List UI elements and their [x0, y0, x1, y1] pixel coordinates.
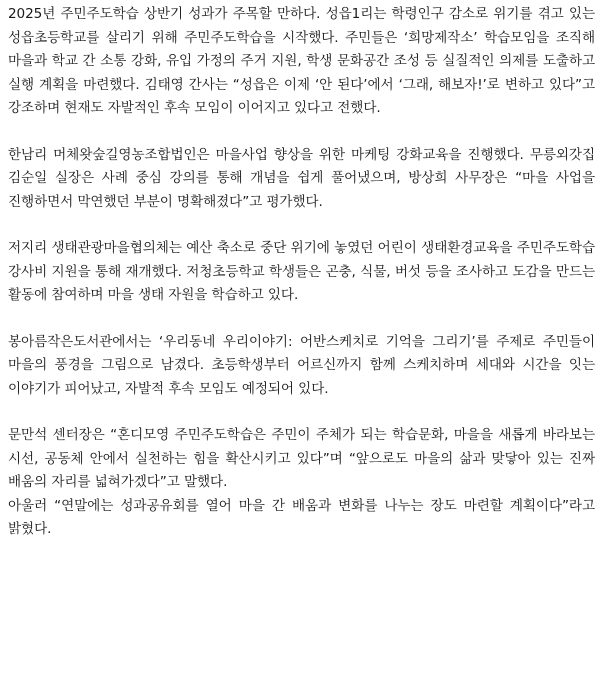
paragraph-library: 봉아름작은도서관에서는 ‘우리동네 우리이야기: 어반스케치로 기억을 그리기’를 주제로 주민들이 마을의 풍경을 그림으로 남겼다. 초등학생부터 어르신까지 함께 스케치하며 세대와 시간을 잇는 이야기가 피어났고, 자발적 후속 모임도 예정되어 있다. [8, 333, 595, 397]
paragraph-director-quote: 문만석 센터장은 “혼디모영 주민주도학습은 주민이 주체가 되는 학습문화, 마을을 새롭게 바라보는 시선, 공동체 안에서 실천하는 힘을 확산시키고 있다”며 “앞으로도 마을의 삶과 맞닿아 있는 진짜 배움의 자리를 넓혀가겠다”고 말했다. [8, 427, 595, 490]
paragraph-jeoji: 저지리 생태관광마을협의체는 예산 축소로 중단 위기에 놓였던 어린이 생태환경교육을 주민주도학습 강사비 지원을 통해 재개했다. 저청초등학교 학생들은 곤충, 식물, 버섯 등을 조사하고 도감을 만드는 활동에 참여하며 마을 생태 자원을 학습하고 있다. [8, 240, 595, 303]
paragraph-hannam: 한남리 머체왓숲길영농조합법인은 마을사업 향상을 위한 마케팅 강화교육을 진행했다. 무릉외갓집 김순일 실장은 사례 중심 강의를 통해 개념을 쉽게 풀어냈으며, 방상희 사무장은 “마을 사업을 진행하면서 막연했던 부분이 명확해졌다”고 평가했다. [8, 146, 595, 210]
paragraph-closing: 아울러 “연말에는 성과공유회를 열어 마을 간 배움과 변화를 나누는 장도 마련할 계획이다”라고 밝혔다. [8, 497, 595, 537]
paragraph-seongeup: 2025년 주민주도학습 상반기 성과가 주목할 만하다. 성읍1리는 학령인구 감소로 위기를 겪고 있는 성읍초등학교를 살리기 위해 주민주도학습을 시작했다. 주민들은 ‘희망제작소’ 학습모임을 조직해 마을과 학교 간 소통 강화, 유입 가정의 주거 지원, 학생 문화공간 조성 등 실질적인 의제를 도출하고 실행 계획을 마련했다. 김태영 간사는 “성읍은 이제 ‘안 된다’에서 ‘그래, 해보자!’로 변하고 있다”고 강조하며 현재도 자발적인 후속 모임이 이어지고 있다고 전했다. [8, 6, 595, 116]
